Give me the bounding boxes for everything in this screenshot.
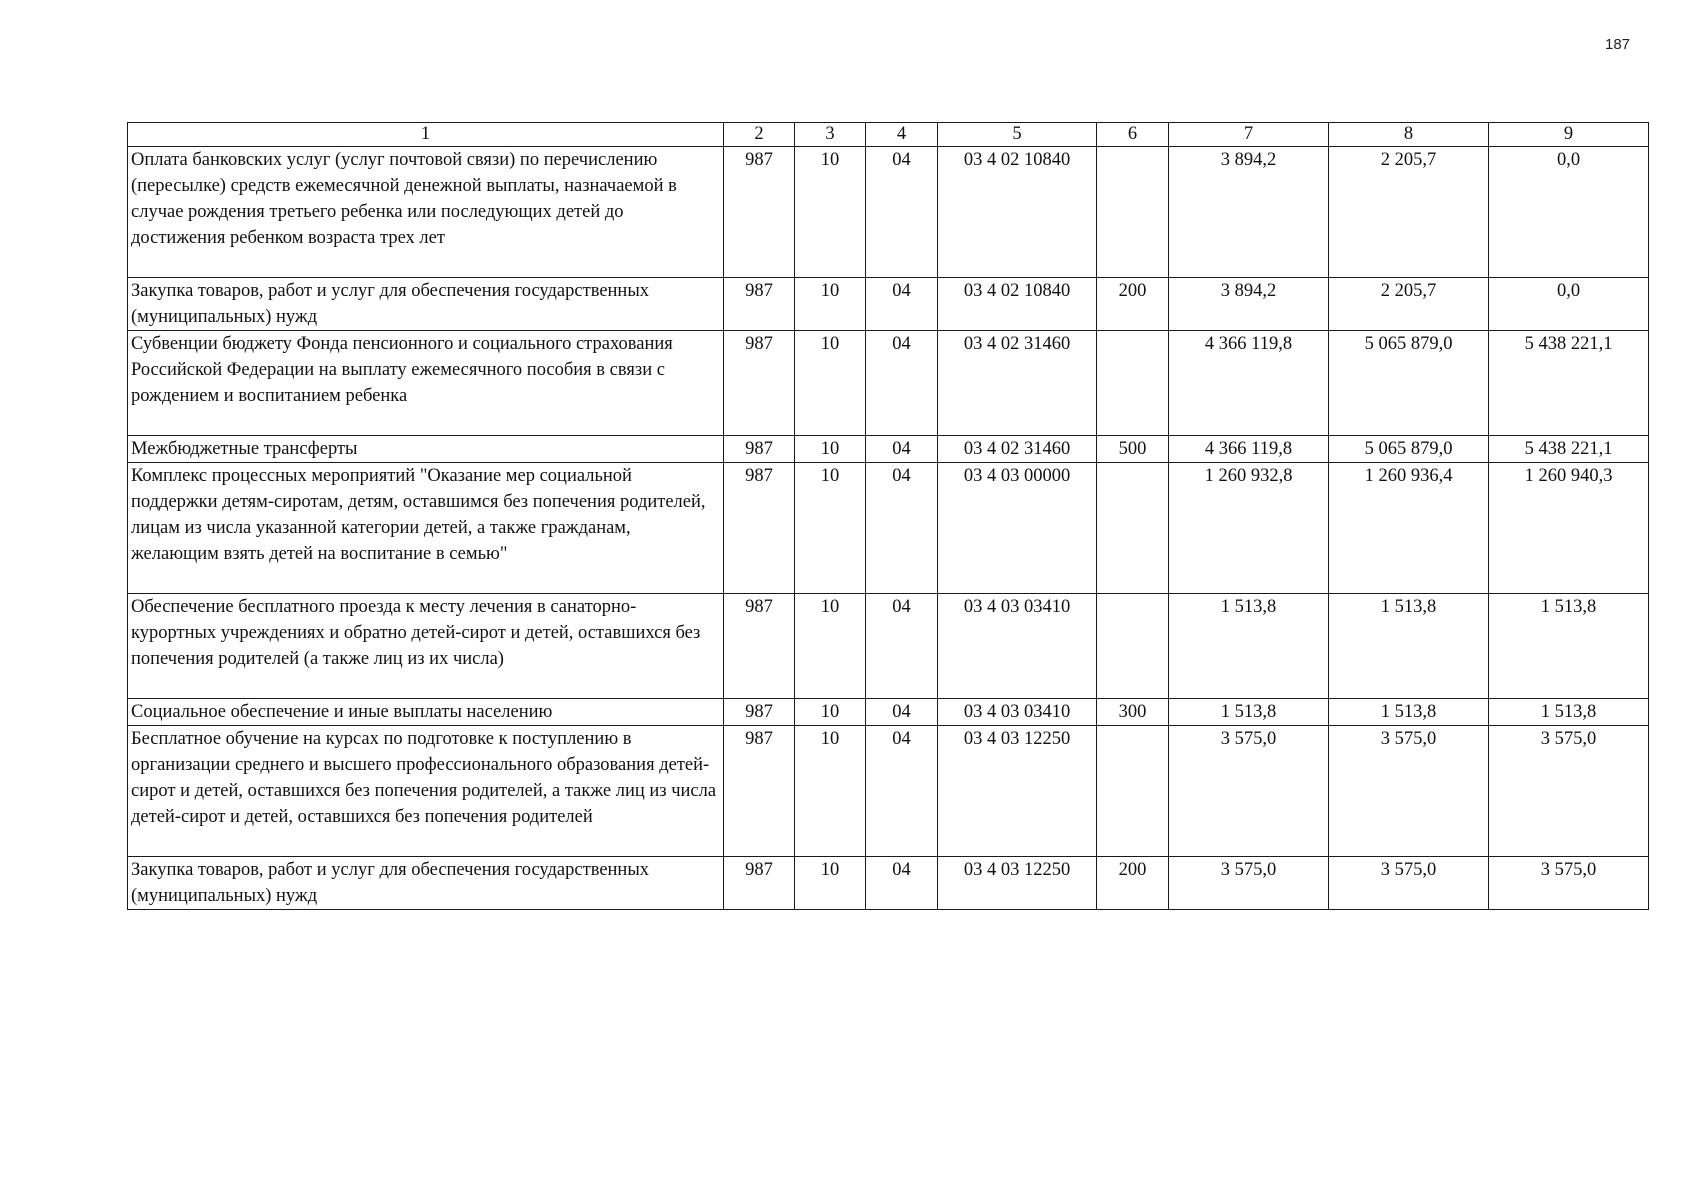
cell-ministry: 987 <box>724 726 795 857</box>
cell-amount-7: 4 366 119,8 <box>1169 331 1329 436</box>
cell-subsection: 04 <box>866 147 938 278</box>
cell-section: 10 <box>795 436 866 463</box>
table-row <box>128 726 1649 857</box>
cell-ministry: 987 <box>724 436 795 463</box>
cell-target-code: 03 4 03 03410 <box>938 594 1097 699</box>
cell-ministry: 987 <box>724 147 795 278</box>
table-row <box>128 147 1649 278</box>
cell-ministry: 987 <box>724 331 795 436</box>
cell-amount-8: 1 513,8 <box>1329 594 1489 699</box>
cell-section: 10 <box>795 147 866 278</box>
column-header: 4 <box>866 123 938 147</box>
cell-section: 10 <box>795 726 866 857</box>
cell-amount-9: 3 575,0 <box>1489 857 1649 910</box>
page-number: 187 <box>1605 36 1631 53</box>
cell-amount-9: 5 438 221,1 <box>1489 331 1649 436</box>
cell-section: 10 <box>795 278 866 331</box>
cell-ministry: 987 <box>724 699 795 726</box>
cell-target-code: 03 4 03 12250 <box>938 857 1097 910</box>
cell-amount-8: 5 065 879,0 <box>1329 436 1489 463</box>
cell-expense-type: 500 <box>1097 436 1169 463</box>
cell-amount-8: 3 575,0 <box>1329 726 1489 857</box>
cell-expense-type <box>1097 331 1169 436</box>
column-number-row <box>128 123 1649 147</box>
cell-section: 10 <box>795 594 866 699</box>
cell-section: 10 <box>795 857 866 910</box>
cell-ministry: 987 <box>724 278 795 331</box>
cell-amount-7: 3 894,2 <box>1169 147 1329 278</box>
cell-amount-9: 3 575,0 <box>1489 726 1649 857</box>
row-name: Закупка товаров, работ и услуг для обеспечения государственных (муниципальных) нужд <box>128 857 724 910</box>
cell-subsection: 04 <box>866 436 938 463</box>
table-row <box>128 331 1649 436</box>
cell-subsection: 04 <box>866 857 938 910</box>
cell-amount-7: 4 366 119,8 <box>1169 436 1329 463</box>
column-header: 9 <box>1489 123 1649 147</box>
column-header: 7 <box>1169 123 1329 147</box>
cell-target-code: 03 4 03 00000 <box>938 463 1097 594</box>
table-row <box>128 857 1649 910</box>
cell-expense-type: 200 <box>1097 857 1169 910</box>
table-row <box>128 436 1649 463</box>
cell-subsection: 04 <box>866 331 938 436</box>
cell-ministry: 987 <box>724 463 795 594</box>
cell-subsection: 04 <box>866 726 938 857</box>
row-name: Обеспечение бесплатного проезда к месту лечения в санаторно-курортных учреждениях и обратно детей-сирот и детей, оставшихся без попечения родителей (а также лиц из их числа) <box>128 594 724 699</box>
cell-section: 10 <box>795 331 866 436</box>
cell-target-code: 03 4 02 10840 <box>938 278 1097 331</box>
cell-amount-7: 1 513,8 <box>1169 594 1329 699</box>
cell-expense-type: 200 <box>1097 278 1169 331</box>
cell-ministry: 987 <box>724 857 795 910</box>
cell-amount-7: 3 894,2 <box>1169 278 1329 331</box>
table-row <box>128 463 1649 594</box>
cell-amount-7: 3 575,0 <box>1169 726 1329 857</box>
budget-table <box>127 122 1649 910</box>
column-header: 2 <box>724 123 795 147</box>
row-name: Социальное обеспечение и иные выплаты населению <box>128 699 724 726</box>
row-name: Закупка товаров, работ и услуг для обеспечения государственных (муниципальных) нужд <box>128 278 724 331</box>
row-name: Бесплатное обучение на курсах по подготовке к поступлению в организации среднего и высшего профессионального образования детей-сирот и детей, оставшихся без попечения родителей, а также лиц из числа детей-сирот и детей, оставшихся без попечения родителей <box>128 726 724 857</box>
cell-amount-8: 5 065 879,0 <box>1329 331 1489 436</box>
row-name: Субвенции бюджету Фонда пенсионного и социального страхования Российской Федерации на выплату ежемесячного пособия в связи с рождением и воспитанием ребенка <box>128 331 724 436</box>
column-header: 3 <box>795 123 866 147</box>
row-name: Межбюджетные трансферты <box>128 436 724 463</box>
cell-amount-9: 1 260 940,3 <box>1489 463 1649 594</box>
cell-expense-type <box>1097 726 1169 857</box>
column-header: 8 <box>1329 123 1489 147</box>
cell-target-code: 03 4 03 12250 <box>938 726 1097 857</box>
cell-target-code: 03 4 02 31460 <box>938 436 1097 463</box>
cell-section: 10 <box>795 699 866 726</box>
table-row <box>128 699 1649 726</box>
row-name: Оплата банковских услуг (услуг почтовой связи) по перечислению (пересылке) средств ежемесячной денежной выплаты, назначаемой в случае рождения третьего ребенка или последующих детей до достижения ребенком возраста трех лет <box>128 147 724 278</box>
cell-amount-8: 1 260 936,4 <box>1329 463 1489 594</box>
cell-target-code: 03 4 02 31460 <box>938 331 1097 436</box>
cell-expense-type <box>1097 147 1169 278</box>
cell-subsection: 04 <box>866 463 938 594</box>
column-header: 5 <box>938 123 1097 147</box>
cell-amount-8: 2 205,7 <box>1329 147 1489 278</box>
cell-ministry: 987 <box>724 594 795 699</box>
column-header: 1 <box>128 123 724 147</box>
cell-expense-type: 300 <box>1097 699 1169 726</box>
cell-amount-8: 2 205,7 <box>1329 278 1489 331</box>
cell-amount-9: 5 438 221,1 <box>1489 436 1649 463</box>
table-row <box>128 594 1649 699</box>
row-name: Комплекс процессных мероприятий "Оказание мер социальной поддержки детям-сиротам, детям, оставшимся без попечения родителей, лицам из числа указанной категории детей, а также гражданам, желающим взять детей на воспитание в семью" <box>128 463 724 594</box>
cell-amount-7: 1 260 932,8 <box>1169 463 1329 594</box>
cell-expense-type <box>1097 463 1169 594</box>
cell-section: 10 <box>795 463 866 594</box>
table-row <box>128 278 1649 331</box>
cell-amount-9: 0,0 <box>1489 147 1649 278</box>
cell-amount-8: 1 513,8 <box>1329 699 1489 726</box>
cell-target-code: 03 4 02 10840 <box>938 147 1097 278</box>
cell-amount-9: 1 513,8 <box>1489 594 1649 699</box>
cell-subsection: 04 <box>866 699 938 726</box>
cell-amount-8: 3 575,0 <box>1329 857 1489 910</box>
cell-amount-9: 0,0 <box>1489 278 1649 331</box>
cell-expense-type <box>1097 594 1169 699</box>
cell-amount-9: 1 513,8 <box>1489 699 1649 726</box>
cell-target-code: 03 4 03 03410 <box>938 699 1097 726</box>
cell-amount-7: 1 513,8 <box>1169 699 1329 726</box>
cell-amount-7: 3 575,0 <box>1169 857 1329 910</box>
column-header: 6 <box>1097 123 1169 147</box>
cell-subsection: 04 <box>866 594 938 699</box>
cell-subsection: 04 <box>866 278 938 331</box>
